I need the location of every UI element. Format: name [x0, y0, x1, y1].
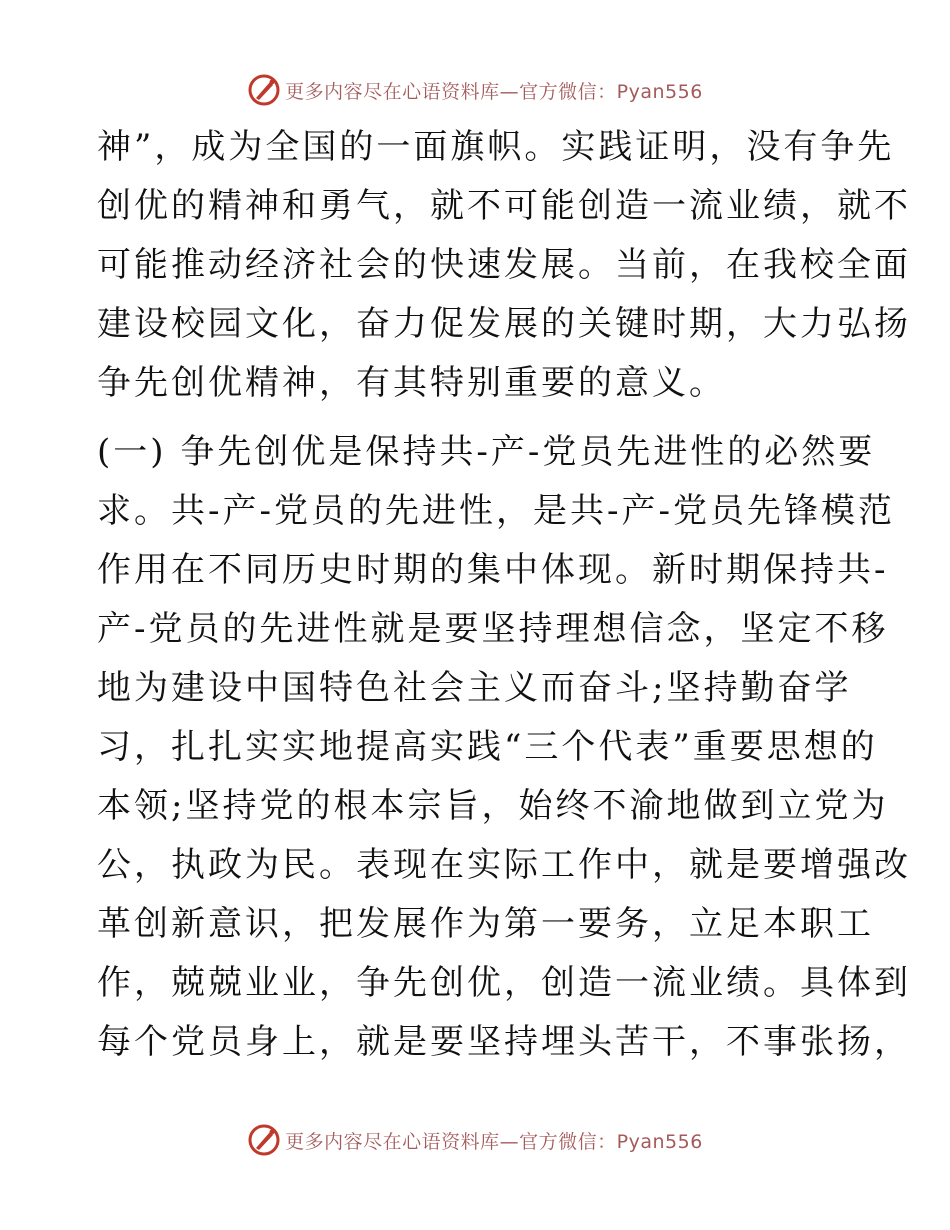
- text-line: 地为建设中国特色社会主义而奋斗;坚持勤奋学: [97, 668, 852, 708]
- text-line: 革创新意识，把发展作为第一要务，立足本职工: [97, 904, 874, 944]
- text-line: (一) 争先创优是保持共-产-党员先进性的必然要: [97, 432, 876, 472]
- text-line: 求。共-产-党员的先进性，是共-产-党员先锋模范: [97, 491, 895, 531]
- text-line: 产-党员的先进性就是要坚持理想信念，坚定不移: [97, 609, 889, 649]
- text-line: 神”，成为全国的一面旗帜。实践证明，没有争先: [97, 127, 895, 167]
- text-line: 作用在不同历史时期的集中体现。新时期保持共-: [97, 550, 889, 590]
- text-line: 本领;坚持党的根本宗旨，始终不渝地做到立党为: [97, 786, 889, 826]
- text-line: 建设校园文化，奋力促发展的关键时期，大力弘扬: [97, 304, 911, 344]
- text-line: 争先创优精神，有其特别重要的意义。: [97, 363, 726, 403]
- footer-watermark-text: 更多内容尽在心语资料库—官方微信：Pyan556: [285, 1130, 703, 1153]
- header-watermark: [0, 70, 950, 110]
- text-line: 创优的精神和勇气，就不可能创造一流业绩，就不: [97, 186, 911, 226]
- pen-circle-icon: [247, 1123, 281, 1157]
- text-line: 习，扎扎实实地提高实践“三个代表”重要思想的: [97, 727, 878, 767]
- header-watermark-text: 更多内容尽在心语资料库—官方微信：Pyan556: [285, 80, 703, 103]
- paragraph-1: [97, 122, 911, 417]
- document-body: [97, 122, 911, 1076]
- paragraph-2: [97, 427, 911, 1076]
- pen-circle-icon: [247, 73, 281, 107]
- text-line: 公，执政为民。表现在实际工作中，就是要增强改: [97, 845, 911, 885]
- footer-watermark: [0, 1120, 950, 1160]
- text-line: 可能推动经济社会的快速发展。当前，在我校全面: [97, 245, 911, 285]
- text-line: 作，兢兢业业，争先创优，创造一流业绩。具体到: [97, 963, 911, 1003]
- text-line: 每个党员身上，就是要坚持埋头苦干，不事张扬，: [97, 1022, 911, 1062]
